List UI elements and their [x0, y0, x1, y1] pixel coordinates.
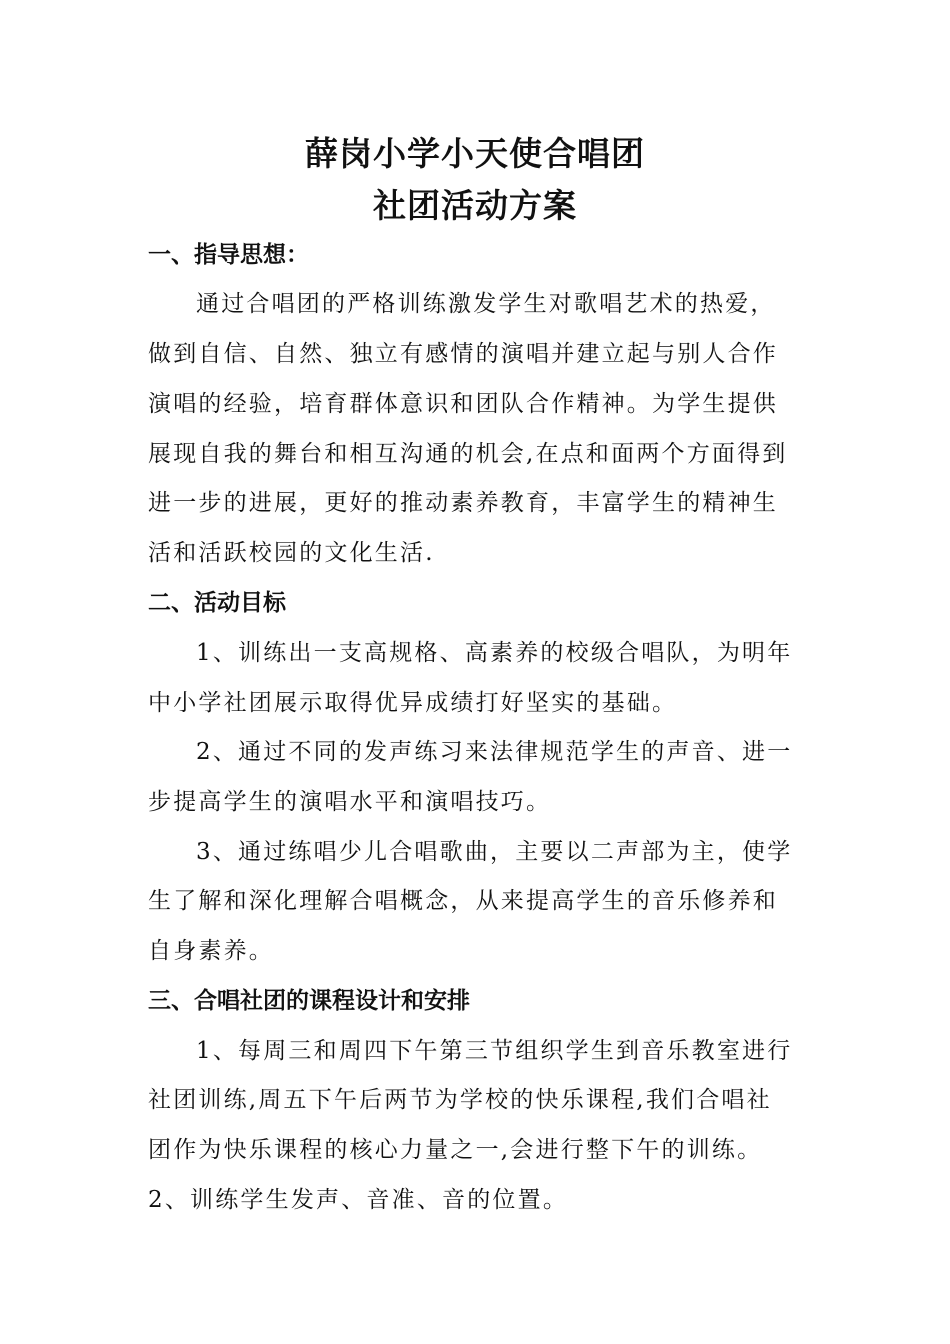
document-title: 薛岗小学小天使合唱团 — [305, 134, 645, 173]
paragraph-line: 1、训练出一支高规格、高素养的校级合唱队，为明年 — [196, 640, 793, 666]
paragraph-line: 演唱的经验，培育群体意识和团队合作精神。为学生提供 — [148, 391, 778, 417]
paragraph-line: 进一步的进展，更好的推动素养教育，丰富学生的精神生 — [148, 490, 778, 516]
paragraph-line: 做到自信、自然、独立有感情的演唱并建立起与别人合作 — [148, 341, 778, 367]
paragraph-line: 通过合唱团的严格训练激发学生对歌唱艺术的热爱， — [196, 291, 776, 317]
paragraph-line: 中小学社团展示取得优异成绩打好坚实的基础。 — [148, 690, 678, 716]
paragraph-line: 3、通过练唱少儿合唱歌曲，主要以二声部为主，使学 — [196, 839, 793, 865]
section-heading-activity-goals: 二、活动目标 — [148, 590, 286, 616]
document-subtitle: 社团活动方案 — [373, 186, 577, 225]
paragraph-line: 自身素养。 — [148, 938, 274, 964]
paragraph-line: 1、每周三和周四下午第三节组织学生到音乐教室进行 — [196, 1038, 793, 1064]
paragraph-line: 社团训练,周五下午后两节为学校的快乐课程,我们合唱社 — [148, 1087, 772, 1113]
paragraph-line: 步提高学生的演唱水平和演唱技巧。 — [148, 789, 552, 815]
paragraph-line: 2、训练学生发声、音准、音的位置。 — [148, 1187, 569, 1213]
paragraph-line: 生了解和深化理解合唱概念，从来提高学生的音乐修养和 — [148, 888, 778, 914]
paragraph-line: 活和活跃校园的文化生活. — [148, 540, 435, 566]
section-heading-course-design: 三、合唱社团的课程设计和安排 — [148, 988, 470, 1014]
paragraph-line: 团作为快乐课程的核心力量之一,会进行整下午的训练。 — [148, 1137, 763, 1163]
paragraph-line: 2、通过不同的发声练习来法律规范学生的声音、进一 — [196, 739, 793, 765]
paragraph-line: 展现自我的舞台和相互沟通的机会,在点和面两个方面得到 — [148, 441, 788, 467]
section-heading-guiding-ideology: 一、指导思想： — [148, 242, 309, 268]
